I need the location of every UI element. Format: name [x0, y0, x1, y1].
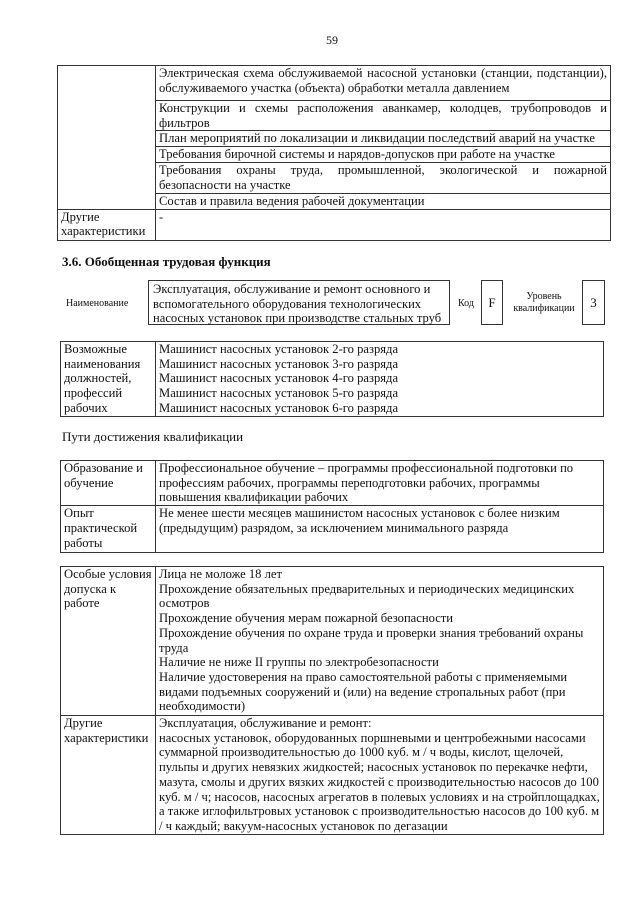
knowledge-item: Требования бирочной системы и нарядов-допусков при работе на участке	[156, 147, 611, 163]
qualification-table	[60, 460, 604, 553]
condition-item: Прохождение обучения по охране труда и проверки знания требований охраны труда	[159, 625, 584, 655]
empty-label-cell	[58, 66, 156, 210]
other-text: насосных установок, оборудованных поршневыми и центробежными насосами суммарной производительностью до 1000 куб. м / ч воды, кислот, щелочей, пульпы и других невязких жидкостей; насосных установок по перекачке нефти, мазута, смолы и других вязких жидкостей с производительностью насосов до 100 куб. м / ч; насосов, насосных агрегатов в полевых условиях и на стройплощадках, а также иглофильтровых установок с производительностью насосов до 100 куб. м / ч каждый; вакуум-насосных установок по дегазации	[159, 730, 600, 833]
other-intro: Эксплуатация, обслуживание и ремонт:	[159, 716, 372, 730]
knowledge-table	[57, 65, 611, 241]
conditions-table	[60, 566, 604, 835]
code-label: Код	[458, 298, 474, 309]
position-item: Машинист насосных установок 4-го разряда	[159, 371, 399, 386]
experience-label: Опыт практической работы	[61, 506, 156, 553]
position-item: Машинист насосных установок 6-го разряда	[159, 400, 399, 415]
condition-item: Лица не моложе 18 лет	[159, 567, 282, 581]
education-value: Профессиональное обучение – программы профессиональной подготовки по профессиям рабочих, программы переподготовки рабочих, программы повышения квалификации рабочих	[156, 461, 604, 506]
condition-item: Прохождение обучения мерам пожарной безопасности	[159, 611, 454, 626]
knowledge-item: Электрическая схема обслуживаемой насосной установки (станции, подстанции), обслуживаемого участка (объекта) обработки металла давлением	[156, 66, 611, 101]
position-item: Машинист насосных установок 2-го разряда	[159, 342, 399, 356]
condition-item: Прохождение обязательных предварительных и периодических медицинских осмотров	[159, 581, 575, 611]
name-label: Наименование	[66, 298, 129, 309]
knowledge-item: План мероприятий по локализации и ликвидации последствий аварий на участке	[156, 131, 611, 147]
function-name-value: Эксплуатация, обслуживание и ремонт основного и вспомогательного оборудования технологических насосных установок при производстве стальных труб	[148, 280, 450, 325]
experience-value: Не менее шести месяцев машинистом насосных установок с более низким (предыдущим) разрядом, за исключением минимального разряда	[156, 506, 604, 553]
conditions-list	[156, 567, 604, 716]
level-value: 3	[582, 280, 605, 325]
page-number: 59	[326, 33, 338, 47]
other-characteristics-value	[156, 716, 604, 835]
position-item: Машинист насосных установок 5-го разряда	[159, 386, 399, 401]
other-characteristics-label: Другие характеристики	[58, 209, 156, 240]
other-characteristics-label: Другие характеристики	[61, 716, 156, 835]
conditions-label: Особые условия допуска к работе	[61, 567, 156, 716]
condition-item: Наличие не ниже II группы по электробезопасности	[159, 655, 439, 670]
positions-label: Возможные наименования должностей, профессий рабочих	[61, 342, 156, 417]
section-heading: 3.6. Обобщенная трудовая функция	[62, 254, 271, 269]
level-label: Уровень квалификации	[513, 291, 575, 314]
knowledge-item: Состав и правила ведения рабочей документации	[156, 193, 611, 209]
code-value: F	[481, 280, 503, 325]
positions-list	[156, 342, 604, 417]
other-characteristics-value: -	[156, 209, 611, 240]
positions-table	[60, 341, 604, 417]
condition-item: Наличие удостоверения на право самостоятельной работы с применяемыми видами подъемных сооружений и (или) на ведение стропальных работ (при необходимости)	[159, 669, 568, 714]
education-label: Образование и обучение	[61, 461, 156, 506]
knowledge-item: Требования охраны труда, промышленной, экологической и пожарной безопасности на участке	[156, 163, 611, 193]
knowledge-item: Конструкции и схемы расположения аванкамер, колодцев, трубопроводов и фильтров	[156, 101, 611, 131]
paths-heading: Пути достижения квалификации	[62, 429, 244, 444]
position-item: Машинист насосных установок 3-го разряда	[159, 356, 399, 371]
